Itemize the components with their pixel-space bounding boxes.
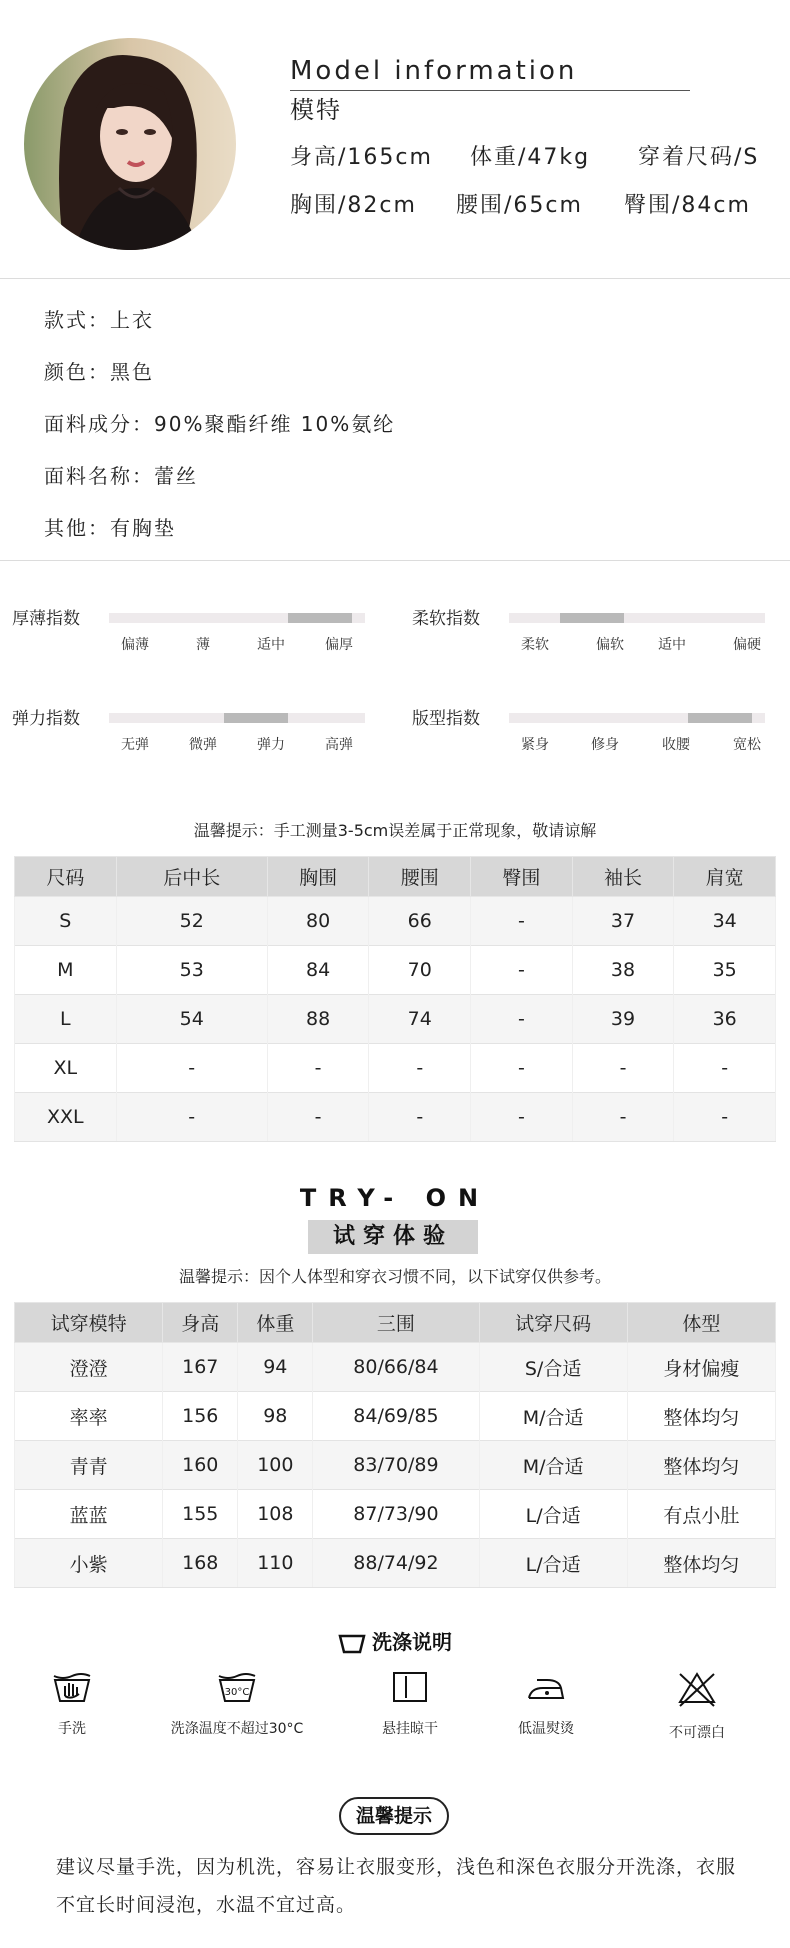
table-cell: 100 [238, 1441, 313, 1490]
table-cell: 168 [163, 1539, 238, 1588]
table-cell: 54 [116, 995, 267, 1044]
size-measure-note: 温馨提示：手工测量3-5cm误差属于正常现象，敬请谅解 [193, 821, 597, 840]
tryon-col-header: 试穿模特 [15, 1303, 163, 1343]
table-cell: 青青 [15, 1441, 163, 1490]
washing-heading [0, 1626, 790, 1655]
index-softness [412, 604, 790, 684]
wash-label: 不可漂白 [669, 1725, 725, 1741]
model-subtitle: 模特 [290, 96, 342, 124]
index-label: 高弹 [325, 737, 353, 753]
table-cell: - [674, 1093, 776, 1142]
table-cell: 整体均匀 [627, 1539, 775, 1588]
size-col-header: 后中长 [116, 857, 267, 897]
table-cell: 167 [163, 1343, 238, 1392]
index-thickness [12, 604, 392, 684]
table-cell: - [471, 1093, 573, 1142]
wash-item-bleach [617, 1670, 777, 1742]
table-cell: 整体均匀 [627, 1441, 775, 1490]
table-cell: 74 [369, 995, 471, 1044]
table-cell: 155 [163, 1490, 238, 1539]
model-stats-row-1 [290, 140, 759, 171]
table-cell: 澄澄 [15, 1343, 163, 1392]
attr-style: 款式：上衣 [44, 308, 154, 332]
size-table [14, 856, 776, 1142]
table-cell: 52 [116, 897, 267, 946]
table-cell: 整体均匀 [627, 1392, 775, 1441]
size-col-header: 尺码 [15, 857, 117, 897]
index-label: 弹力 [257, 737, 285, 753]
index-label: 偏硬 [733, 637, 761, 653]
index-track [109, 713, 365, 723]
hang-dry-icon [391, 1670, 429, 1704]
size-col-header: 胸围 [267, 857, 369, 897]
index-level-fill [288, 613, 352, 623]
table-cell: 率率 [15, 1392, 163, 1441]
table-row [15, 995, 776, 1044]
model-weight: 体重/47kg [470, 145, 591, 170]
tryon-table-header [15, 1303, 776, 1343]
size-col-header: 腰围 [369, 857, 471, 897]
wash-temp-badge: 30°C [224, 1687, 250, 1698]
model-title: Model information [290, 56, 578, 86]
washing-title: 洗涤说明 [372, 1630, 452, 1654]
table-cell: 小紫 [15, 1539, 163, 1588]
index-label: 偏薄 [121, 637, 149, 653]
table-cell: - [116, 1044, 267, 1093]
table-cell: 88/74/92 [313, 1539, 479, 1588]
index-label: 适中 [658, 637, 686, 653]
index-label: 微弹 [189, 737, 217, 753]
low-iron-icon [525, 1670, 567, 1704]
tryon-title: TRY- ON [299, 1184, 491, 1212]
model-bust: 胸围/82cm [290, 193, 417, 218]
table-cell: - [572, 1044, 674, 1093]
wash-label: 手洗 [58, 1721, 86, 1737]
index-label: 柔软 [521, 637, 549, 653]
table-cell: 80/66/84 [313, 1343, 479, 1392]
hand-wash-icon [51, 1670, 93, 1704]
table-cell: L [15, 995, 117, 1044]
table-cell: - [369, 1093, 471, 1142]
index-label: 适中 [257, 637, 285, 653]
index-fit [412, 704, 790, 784]
model-info-section [0, 0, 790, 278]
attr-composition: 面料成分：90%聚酯纤维 10%氨纶 [44, 412, 396, 436]
tryon-col-header: 试穿尺码 [479, 1303, 627, 1343]
table-cell: 34 [674, 897, 776, 946]
table-cell: - [471, 1044, 573, 1093]
table-cell: L/合适 [479, 1490, 627, 1539]
table-cell: - [116, 1093, 267, 1142]
index-level-fill [224, 713, 288, 723]
wash-label: 低温熨烫 [518, 1721, 574, 1737]
divider [0, 560, 790, 561]
tryon-note: 温馨提示：因个人体型和穿衣习惯不同，以下试穿仅供参考。 [178, 1267, 611, 1286]
no-bleach-icon [676, 1670, 718, 1708]
table-cell: - [267, 1093, 369, 1142]
table-cell: 39 [572, 995, 674, 1044]
table-cell: S/合适 [479, 1343, 627, 1392]
model-avatar [24, 38, 236, 250]
table-cell: M/合适 [479, 1392, 627, 1441]
index-track [109, 613, 365, 623]
tryon-table [14, 1302, 776, 1588]
wash-label: 洗涤温度不超过30°C [170, 1721, 304, 1737]
table-cell: 87/73/90 [313, 1490, 479, 1539]
attr-fabric-name: 面料名称：蕾丝 [44, 464, 198, 488]
index-label: 偏软 [596, 637, 624, 653]
model-stats-row-2 [290, 188, 751, 219]
table-cell: - [471, 946, 573, 995]
index-label: 偏厚 [325, 637, 353, 653]
tryon-col-header: 三围 [313, 1303, 479, 1343]
table-cell: 35 [674, 946, 776, 995]
index-label: 无弹 [121, 737, 149, 753]
divider [0, 278, 790, 279]
table-cell: - [267, 1044, 369, 1093]
table-row [15, 1490, 776, 1539]
index-label: 薄 [196, 637, 210, 653]
table-cell: 身材偏瘦 [627, 1343, 775, 1392]
table-cell: 84/69/85 [313, 1392, 479, 1441]
table-cell: 80 [267, 897, 369, 946]
index-name: 柔软指数 [412, 609, 480, 629]
table-cell: 108 [238, 1490, 313, 1539]
wash-30-icon [216, 1670, 258, 1704]
table-row [15, 1539, 776, 1588]
table-cell: - [674, 1044, 776, 1093]
table-row [15, 1441, 776, 1490]
table-cell: - [369, 1044, 471, 1093]
product-attributes [44, 300, 395, 560]
table-cell: 94 [238, 1343, 313, 1392]
size-col-header: 臀围 [471, 857, 573, 897]
index-track [509, 613, 765, 623]
tip-badge: 温馨提示 [339, 1797, 449, 1835]
tryon-col-header: 身高 [163, 1303, 238, 1343]
wash-label: 悬挂晾干 [382, 1721, 438, 1737]
table-cell: 83/70/89 [313, 1441, 479, 1490]
model-height: 身高/165cm [290, 145, 433, 170]
table-cell: 70 [369, 946, 471, 995]
index-track [509, 713, 765, 723]
table-row [15, 946, 776, 995]
index-label: 收腰 [662, 737, 690, 753]
size-col-header: 肩宽 [674, 857, 776, 897]
attr-color: 颜色：黑色 [44, 360, 154, 384]
index-label: 紧身 [521, 737, 549, 753]
table-cell: 蓝蓝 [15, 1490, 163, 1539]
table-cell: 156 [163, 1392, 238, 1441]
table-cell: - [471, 995, 573, 1044]
model-waist: 腰围/65cm [456, 193, 583, 218]
table-cell: 38 [572, 946, 674, 995]
tryon-col-header: 体重 [238, 1303, 313, 1343]
wash-item-iron [466, 1670, 626, 1738]
tip-text: 建议尽量手洗，因为机洗，容易让衣服变形，浅色和深色衣服分开洗涤，衣服不宜长时间浸泡，水温不宜过高。 [56, 1856, 737, 1916]
table-cell: 84 [267, 946, 369, 995]
model-size: 穿着尺码/S [638, 145, 760, 170]
table-cell: 36 [674, 995, 776, 1044]
index-name: 弹力指数 [12, 709, 80, 729]
table-row [15, 1392, 776, 1441]
table-cell: 66 [369, 897, 471, 946]
attr-other: 其他：有胸垫 [44, 516, 176, 540]
index-label: 修身 [591, 737, 619, 753]
table-cell: M/合适 [479, 1441, 627, 1490]
table-cell: 53 [116, 946, 267, 995]
model-hip: 臀围/84cm [624, 193, 751, 218]
index-level-fill [560, 613, 624, 623]
index-name: 版型指数 [412, 709, 480, 729]
table-cell: S [15, 897, 117, 946]
table-cell: XXL [15, 1093, 117, 1142]
table-cell: - [572, 1093, 674, 1142]
table-row [15, 1044, 776, 1093]
title-underline [290, 90, 690, 91]
size-table-header [15, 857, 776, 897]
table-row [15, 1343, 776, 1392]
table-row [15, 1093, 776, 1142]
table-cell: L/合适 [479, 1539, 627, 1588]
table-cell: 88 [267, 995, 369, 1044]
table-cell: 37 [572, 897, 674, 946]
tryon-subtitle: 试穿体验 [308, 1220, 478, 1254]
model-heading [290, 56, 690, 125]
table-cell: 有点小肚 [627, 1490, 775, 1539]
table-cell: - [471, 897, 573, 946]
table-cell: 110 [238, 1539, 313, 1588]
wash-item-30 [157, 1670, 317, 1738]
wash-item-hand [0, 1670, 152, 1738]
table-row [15, 897, 776, 946]
size-col-header: 袖长 [572, 857, 674, 897]
table-cell: 98 [238, 1392, 313, 1441]
table-cell: 160 [163, 1441, 238, 1490]
index-level-fill [688, 713, 752, 723]
index-elasticity [12, 704, 392, 784]
index-label: 宽松 [733, 737, 761, 753]
index-name: 厚薄指数 [12, 609, 80, 629]
table-cell: M [15, 946, 117, 995]
basin-icon [338, 1633, 366, 1655]
table-cell: XL [15, 1044, 117, 1093]
tryon-col-header: 体型 [627, 1303, 775, 1343]
